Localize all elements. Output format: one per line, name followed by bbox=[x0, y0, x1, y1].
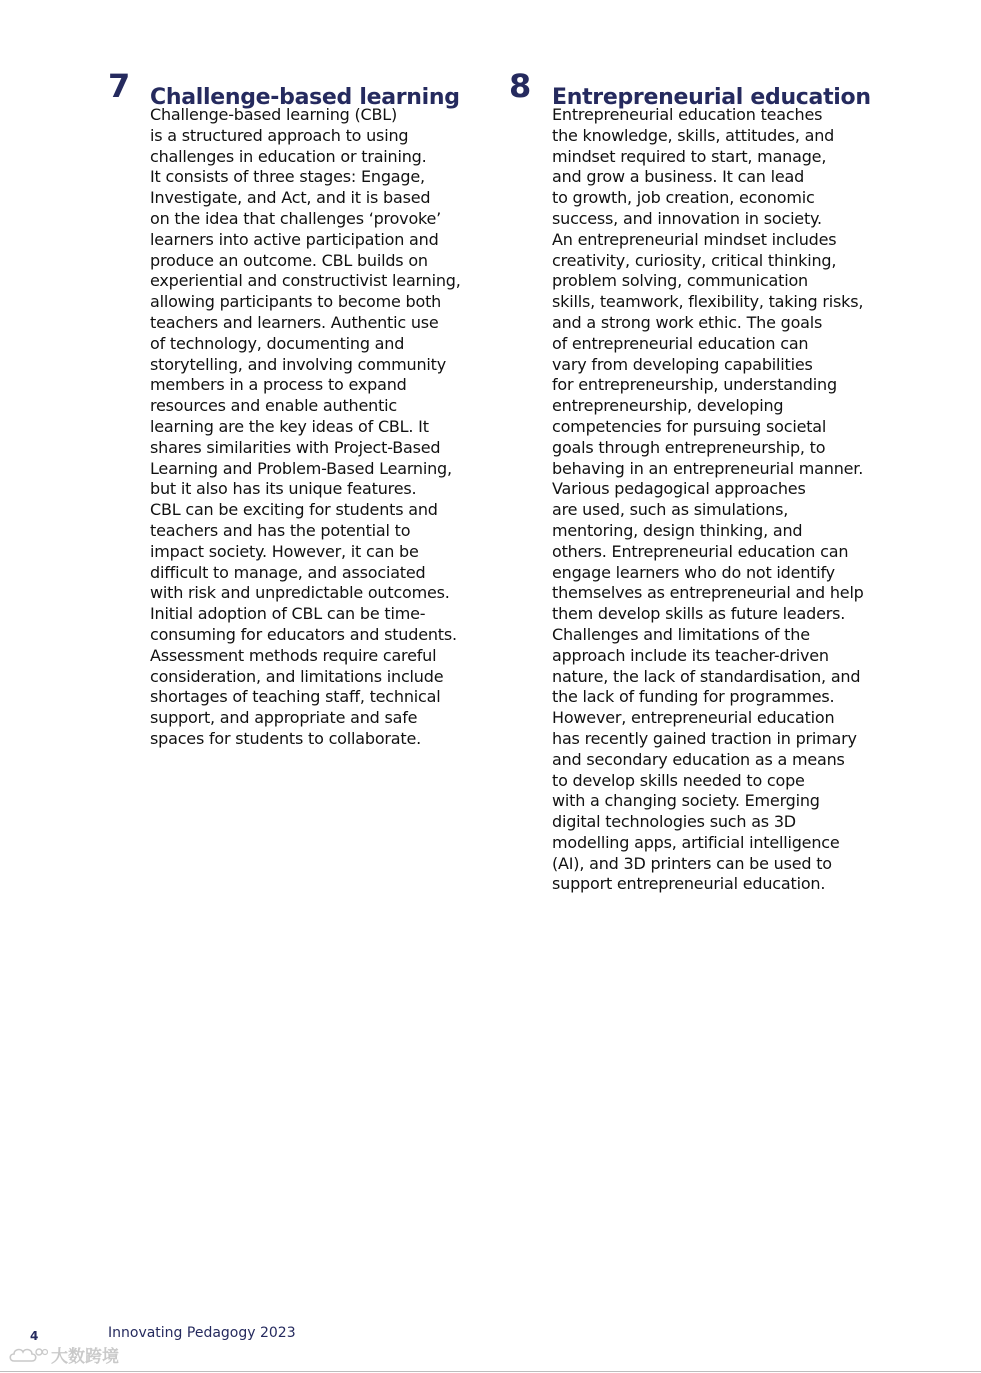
body-line: Challenge-based learning (CBL) bbox=[150, 105, 398, 124]
body-line: of entrepreneurial education can bbox=[552, 333, 809, 353]
body-line: the lack of funding for programmes. bbox=[552, 687, 835, 707]
body-line: shares similarities with Project-Based bbox=[150, 437, 441, 457]
body-line: resources and enable authentic bbox=[150, 396, 397, 416]
body-line: However, entrepreneurial education bbox=[552, 708, 835, 728]
body-line: and a strong work ethic. The goals bbox=[552, 312, 823, 332]
body-line: Various pedagogical approaches bbox=[552, 479, 806, 499]
section-title: Entrepreneurial education bbox=[552, 85, 871, 111]
body-line: to growth, job creation, economic bbox=[552, 188, 815, 208]
body-line: mentoring, design thinking, and bbox=[552, 520, 803, 540]
body-line: Investigate, and Act, and it is based bbox=[150, 188, 431, 208]
section-number: 7 bbox=[108, 67, 131, 105]
body-line: learners into active participation and bbox=[150, 229, 439, 249]
body-line: spaces for students to collaborate. bbox=[150, 728, 421, 748]
page-bottom-divider bbox=[0, 1371, 981, 1372]
body-line: learning are the key ideas of CBL. It bbox=[150, 416, 429, 436]
body-line: shortages of teaching staff, technical bbox=[150, 687, 441, 707]
page-number: 4 bbox=[30, 1329, 39, 1343]
body-line: of technology, documenting and bbox=[150, 333, 405, 353]
body-line: the knowledge, skills, attitudes, and bbox=[552, 125, 835, 145]
body-line: (AI), and 3D printers can be used to bbox=[552, 853, 832, 873]
body-line: has recently gained traction in primary bbox=[552, 728, 857, 748]
body-line: are used, such as simulations, bbox=[552, 500, 789, 520]
section-number: 8 bbox=[509, 67, 532, 105]
body-line: Assessment methods require careful bbox=[150, 645, 437, 665]
body-line: them develop skills as future leaders. bbox=[552, 604, 846, 624]
section-body bbox=[552, 105, 864, 895]
body-line: success, and innovation in society. bbox=[552, 208, 822, 228]
body-line: entrepreneurship, developing bbox=[552, 396, 784, 416]
body-line: experiential and constructivist learning, bbox=[150, 271, 461, 291]
publication-title: Innovating Pedagogy 2023 bbox=[108, 1325, 296, 1341]
body-line: is a structured approach to using bbox=[150, 125, 409, 145]
body-line: digital technologies such as 3D bbox=[552, 812, 796, 832]
body-line: goals through entrepreneurship, to bbox=[552, 437, 826, 457]
body-line: CBL can be exciting for students and bbox=[150, 500, 438, 520]
body-line: Entrepreneurial education teaches bbox=[552, 105, 823, 124]
body-line: difficult to manage, and associated bbox=[150, 562, 426, 582]
body-line: problem solving, communication bbox=[552, 271, 808, 291]
body-line: competencies for pursuing societal bbox=[552, 416, 827, 436]
body-line: nature, the lack of standardisation, and bbox=[552, 666, 861, 686]
body-line: modelling apps, artificial intelligence bbox=[552, 832, 840, 852]
body-line: challenges in education or training. bbox=[150, 146, 427, 166]
cloud-logo-icon bbox=[8, 1344, 48, 1366]
body-line: vary from developing capabilities bbox=[552, 354, 813, 374]
body-line: skills, teamwork, flexibility, taking risks, bbox=[552, 292, 864, 312]
watermark-text: 大数跨境 bbox=[51, 1347, 119, 1367]
body-line: members in a process to expand bbox=[150, 375, 407, 395]
body-line: mindset required to start, manage, bbox=[552, 146, 827, 166]
body-line: allowing participants to become both bbox=[150, 292, 442, 312]
body-line: Challenges and limitations of the bbox=[552, 624, 810, 644]
body-line: impact society. However, it can be bbox=[150, 541, 419, 561]
body-line: Learning and Problem-Based Learning, bbox=[150, 458, 452, 478]
body-line: teachers and has the potential to bbox=[150, 520, 411, 540]
body-line: An entrepreneurial mindset includes bbox=[552, 229, 837, 249]
body-line: consuming for educators and students. bbox=[150, 624, 457, 644]
body-line: but it also has its unique features. bbox=[150, 479, 417, 499]
body-line: support, and appropriate and safe bbox=[150, 708, 418, 728]
body-line: produce an outcome. CBL builds on bbox=[150, 250, 428, 270]
section-body bbox=[150, 105, 461, 750]
body-line: with a changing society. Emerging bbox=[552, 791, 820, 811]
body-line: themselves as entrepreneurial and help bbox=[552, 583, 864, 603]
body-line: creativity, curiosity, critical thinking, bbox=[552, 250, 837, 270]
body-line: storytelling, and involving community bbox=[150, 354, 446, 374]
body-line: on the idea that challenges ‘provoke’ bbox=[150, 208, 442, 228]
body-line: and grow a business. It can lead bbox=[552, 167, 805, 187]
body-line: Initial adoption of CBL can be time- bbox=[150, 604, 426, 624]
body-line: and secondary education as a means bbox=[552, 749, 845, 769]
body-line: It consists of three stages: Engage, bbox=[150, 167, 425, 187]
body-line: teachers and learners. Authentic use bbox=[150, 312, 439, 332]
body-line: support entrepreneurial education. bbox=[552, 874, 826, 894]
watermark bbox=[8, 1342, 119, 1367]
body-line: others. Entrepreneurial education can bbox=[552, 541, 849, 561]
body-line: for entrepreneurship, understanding bbox=[552, 375, 837, 395]
body-line: behaving in an entrepreneurial manner. bbox=[552, 458, 864, 478]
body-line: with risk and unpredictable outcomes. bbox=[150, 583, 450, 603]
body-line: to develop skills needed to cope bbox=[552, 770, 805, 790]
body-line: consideration, and limitations include bbox=[150, 666, 444, 686]
body-line: approach include its teacher-driven bbox=[552, 645, 829, 665]
section-title: Challenge-based learning bbox=[150, 85, 460, 111]
body-line: engage learners who do not identify bbox=[552, 562, 835, 582]
